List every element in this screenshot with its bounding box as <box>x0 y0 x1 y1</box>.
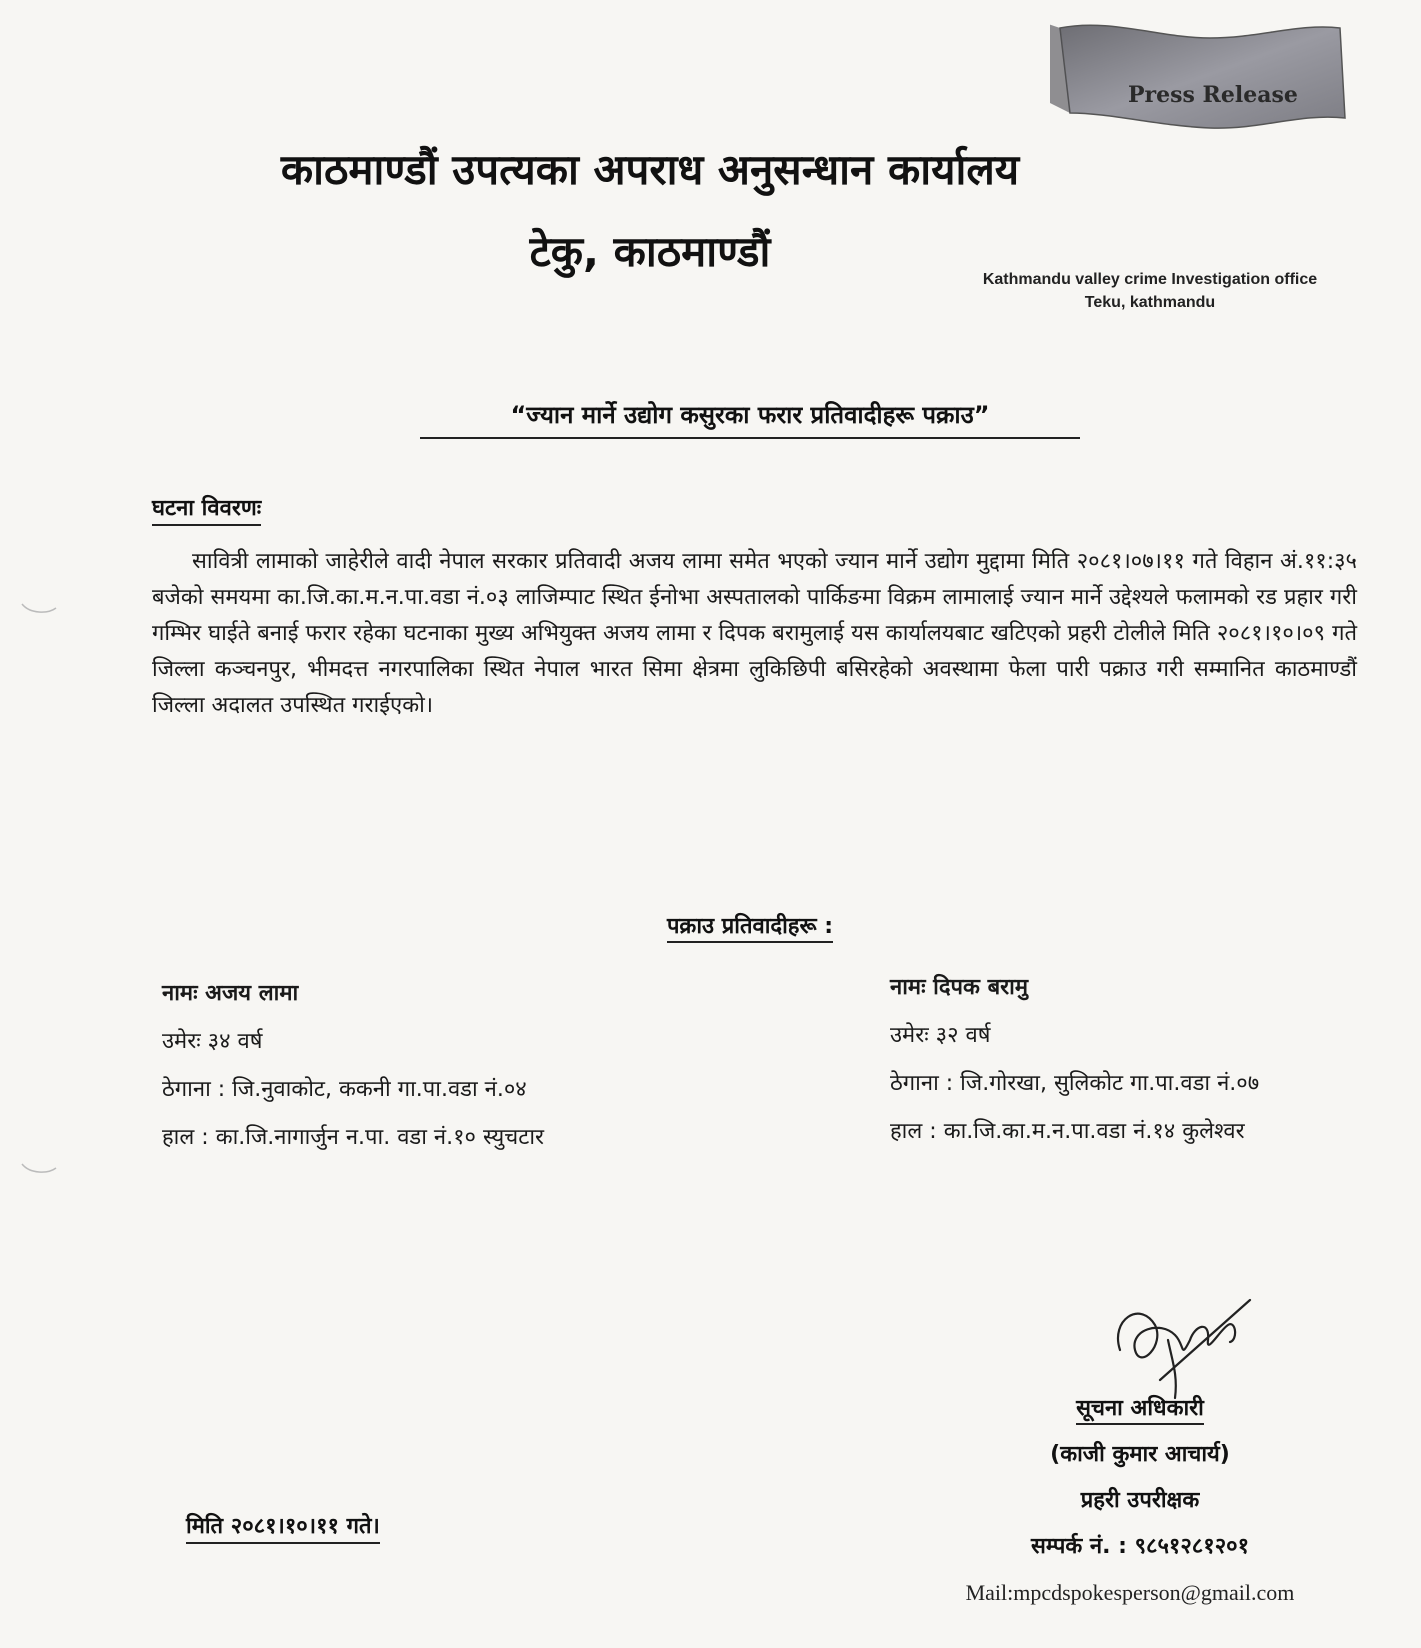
signer-email: Mail:mpcdspokesperson@gmail.com <box>965 1580 1295 1605</box>
accused-person-1 <box>162 970 762 1162</box>
office-location: टेकु, काठमाण्डौं <box>529 227 771 276</box>
signer-title <box>960 1386 1320 1432</box>
accused-heading <box>520 910 980 940</box>
signer-contact: सम्पर्क नं. : ९८५१२८१२०१ <box>1030 1534 1250 1559</box>
person-name: नामः अजय लामा <box>162 981 299 1006</box>
person-name: नामः दिपक बरामु <box>890 975 1029 1000</box>
person-address: ठेगाना : जि.नुवाकोट, ककनी गा.पा.वडा नं.०४ <box>162 1077 527 1102</box>
ribbon-label: Press Release <box>1128 82 1298 108</box>
person-current-address: हाल : का.जि.का.म.न.पा.वडा नं.१४ कुलेश्वर <box>890 1119 1245 1144</box>
english-office-line-2: Teku, kathmandu <box>1084 294 1216 311</box>
office-title: काठमाण्डौं उपत्यका अपराध अनुसन्धान कार्यालय <box>280 145 1020 194</box>
person-current-address: हाल : का.जि.नागार्जुन न.पा. वडा नं.१० स्युचटार <box>162 1125 545 1150</box>
english-office-name <box>940 268 1360 314</box>
person-address: ठेगाना : जि.गोरखा, सुलिकोट गा.पा.वडा नं.०७ <box>890 1071 1260 1096</box>
signer-block <box>960 1386 1320 1570</box>
issue-date: मिति २०८१।१०।११ गते। <box>186 1510 380 1544</box>
english-office-line-1: Kathmandu valley crime Investigation office <box>982 271 1318 288</box>
signer-rank: प्रहरी उपरीक्षक <box>1080 1488 1200 1513</box>
incident-narrative: सावित्री लामाको जाहेरीले वादी नेपाल सरकार प्रतिवादी अजय लामा समेत भएको ज्यान मार्ने उद्योग मुद्दामा मिति २०८१।०७।११ गते विहान अं.११:३५ बजेको समयमा का.जि.का.म.न.पा.वडा नं.०३ लाजिम्पाट स्थित ईनोभा अस्पतालको पार्किङमा विक्रम लामालाई ज्यान मार्ने उद्देश्यले फलामको रड प्रहार गरी गम्भिर घाईते बनाई फरार रहेका घटनाका मुख्य अभियुक्त अजय लामा र दिपक बरामुलाई यस कार्यालयबाट खटिएको प्रहरी टोलीले मिति २०८१।१०।०९ गते जिल्ला कञ्चनपुर, भीमदत्त नगरपालिका स्थित नेपाल भारत सिमा क्षेत्रमा लुकिछिपी बसिरहेको अवस्थामा फेला पारी पक्राउ गरी सम्मानित काठमाण्डौं जिल्ला अदालत उपस्थित गराईएको। <box>152 549 1357 718</box>
scan-hole-mark <box>20 600 60 620</box>
person-age: उमेरः ३४ वर्ष <box>162 1029 263 1054</box>
accused-heading-text: पक्राउ प्रतिवादीहरू : <box>667 914 833 943</box>
signer-title-text: सूचना अधिकारी <box>1076 1396 1204 1425</box>
scan-hole-mark <box>20 1160 60 1180</box>
accused-person-2 <box>890 964 1410 1156</box>
ribbon-banner-shape <box>1050 18 1350 138</box>
signer-name: (काजी कुमार आचार्य) <box>1050 1442 1230 1467</box>
headline: “ज्यान मार्ने उद्योग कसुरका फरार प्रतिवादीहरू पक्राउ” <box>420 398 1080 439</box>
incident-label: घटना विवरणः <box>152 492 261 526</box>
press-release-ribbon <box>1050 18 1350 138</box>
person-age: उमेरः ३२ वर्ष <box>890 1023 991 1048</box>
